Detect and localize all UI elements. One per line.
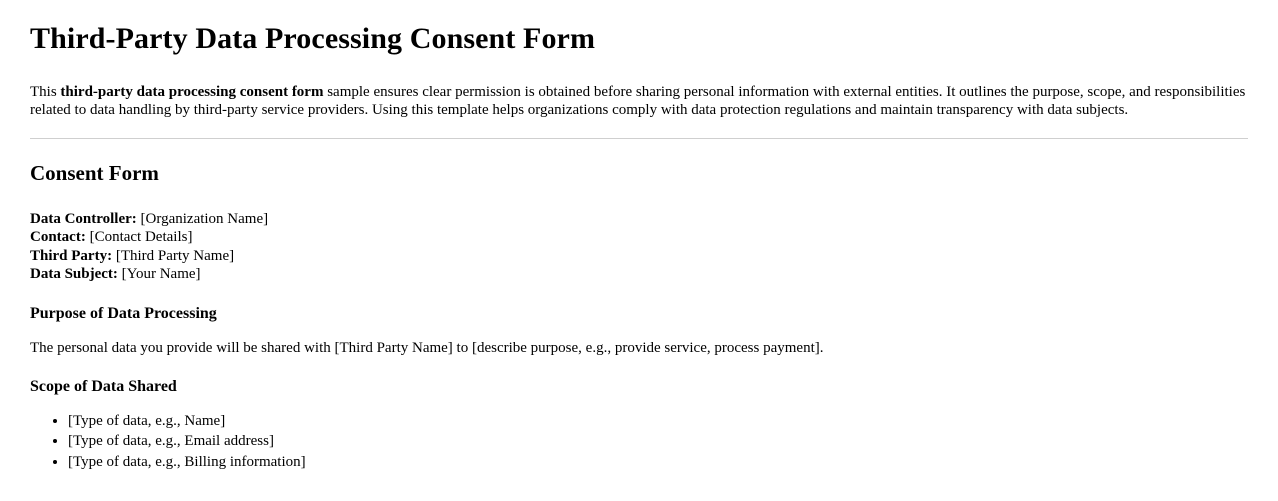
intro-paragraph — [30, 83, 1248, 121]
field-row-data-subject — [30, 265, 1248, 283]
party-details-list — [30, 210, 1248, 283]
field-value-contact: [Contact Details] — [89, 229, 193, 246]
list-item: • [Type of data, e.g., Name] — [68, 412, 1248, 430]
purpose-paragraph: The personal data you provide will be shared with [Third Party Name] to [describe purpose, e.g., provide service, process payment]. — [30, 340, 824, 357]
field-label-contact: Contact: — [30, 229, 86, 246]
field-row-third-party — [30, 247, 1248, 265]
field-label-data-subject: Data Subject: — [30, 265, 118, 282]
field-row-contact — [30, 228, 1248, 246]
list-item: • [Type of data, e.g., Email address] — [68, 432, 1248, 450]
scope-list — [30, 412, 1248, 471]
intro-text-bold: third-party data processing consent form — [60, 83, 324, 100]
section-divider — [30, 138, 1248, 139]
subsection-heading-scope: Scope of Data Shared — [30, 377, 177, 395]
subsection-heading-purpose: Purpose of Data Processing — [30, 305, 217, 323]
field-label-data-controller: Data Controller: — [30, 211, 137, 227]
field-value-data-controller: [Organization Name] — [140, 211, 269, 227]
intro-text-after: sample ensures clear permission is obtained before sharing personal information with external entities. It outlines the purpose, scope, and responsibilities related to data handling by third-party service providers. Using this template helps organizations comply with data protection regulations and maintain transparency with data subjects. — [30, 83, 1246, 119]
field-label-third-party: Third Party: — [30, 247, 113, 264]
page-title: Third-Party Data Processing Consent Form — [30, 22, 596, 55]
section-heading-consent-form: Consent Form — [30, 161, 159, 185]
field-value-data-subject: [Your Name] — [121, 265, 201, 282]
field-row-data-controller — [30, 210, 1248, 228]
intro-text-before: This — [30, 83, 61, 100]
list-item: • [Type of data, e.g., Billing information] — [68, 453, 1248, 471]
field-value-third-party: [Third Party Name] — [115, 247, 235, 264]
